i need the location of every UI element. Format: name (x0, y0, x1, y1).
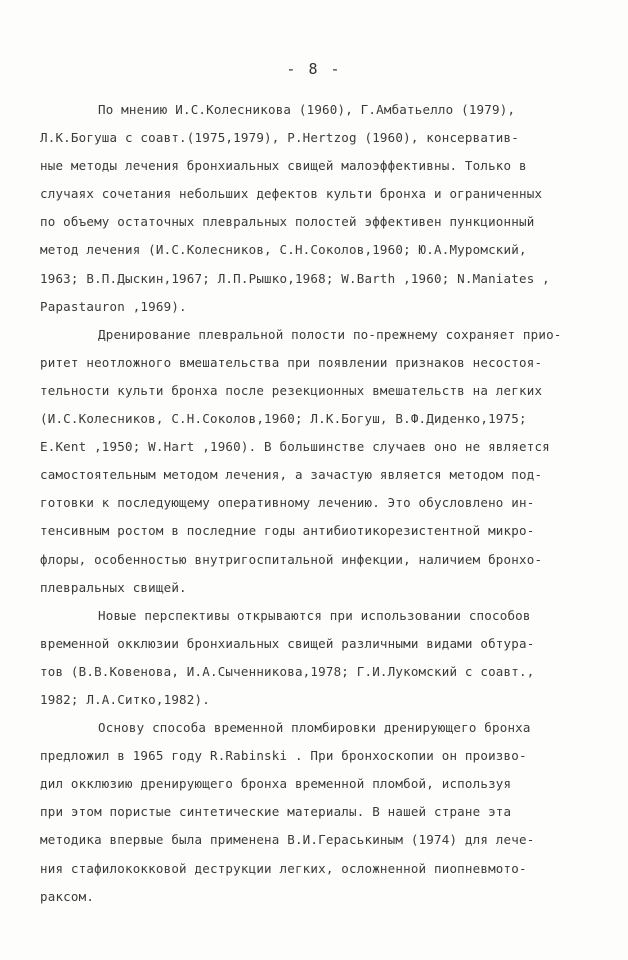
text-line: 1963; В.П.Дыскин,1967; Л.П.Рышко,1968; W.Barth ,1960; N.Maniates , (40, 270, 550, 286)
text-line: плевральных свищей. (40, 579, 187, 595)
text-line: E.Kent ,1950; W.Hart ,1960). В большинстве случаев оно не является (40, 439, 550, 455)
text-line: тенсивным ростом в последние годы антибиотикорезистентной микро- (40, 523, 535, 539)
text-line: раксом. (40, 888, 95, 904)
text-line: ритет неотложного вмешательства при появлении признаков несостоя- (40, 354, 543, 370)
document-body (40, 96, 612, 911)
text-line: тов (В.В.Ковенова, И.А.Сыченникова,1978; Г.И.Лукомский с соавт., (40, 663, 535, 679)
text-line: временной окклюзии бронхиальных свищей различными видами обтура- (40, 635, 535, 651)
text-line: Papastauron ,1969). (40, 298, 187, 314)
text-line: ния стафилококковой деструкции легких, осложненной пиопневмото- (40, 860, 527, 876)
text-line: Дренирование плевральной полости по-прежнему сохраняет прио- (98, 326, 562, 342)
text-line: по объему остаточных плевральных полостей эффективен пункционный (40, 214, 535, 230)
text-line: метод лечения (И.С.Колесников, С.Н.Соколов,1960; Ю.А.Муромский, (40, 242, 527, 258)
text-line: По мнению И.С.Колесникова (1960), Г.Амбатьелло (1979), (98, 102, 516, 117)
text-line: при этом пористые синтетические материалы. В нашей стране эта (40, 804, 512, 820)
text-line: Л.К.Богуша с соавт.(1975,1979), P.Hertzog (1960), консерватив- (40, 130, 519, 146)
text-line: флоры, особенностью внутригоспитальной инфекции, наличием бронхо- (40, 551, 543, 567)
text-line: предложил в 1965 году R.Rabinski . При бронхоскопии он произво- (40, 748, 527, 764)
text-line: методика впервые была применена В.И.Гераськиным (1974) для лече- (40, 832, 535, 848)
text-line: Новые перспективы открываются при использовании способов (98, 607, 531, 623)
text-line: самостоятельным методом лечения, а зачастую является методом под- (40, 467, 543, 483)
text-line: готовки к последующему оперативному лечению. Это обусловлено ин- (40, 495, 535, 511)
text-line: дил окклюзию дренирующего бронха временной пломбой, используя (40, 776, 512, 792)
text-line: 1982; Л.А.Ситко,1982). (40, 691, 210, 707)
text-line: Основу способа временной пломбировки дренирующего бронха (98, 720, 531, 736)
text-line: (И.С.Колесников, С.Н.Соколов,1960; Л.К.Богуш, В.Ф.Диденко,1975; (40, 411, 527, 427)
text-line: ные методы лечения бронхиальных свищей малоэффективны. Только в (40, 158, 527, 174)
page-number: - 8 - (286, 60, 342, 78)
text-line: тельности культи бронха после резекционных вмешательств на легких (40, 382, 543, 398)
text-line: случаях сочетания небольших дефектов культи бронха и ограниченных (40, 186, 543, 202)
